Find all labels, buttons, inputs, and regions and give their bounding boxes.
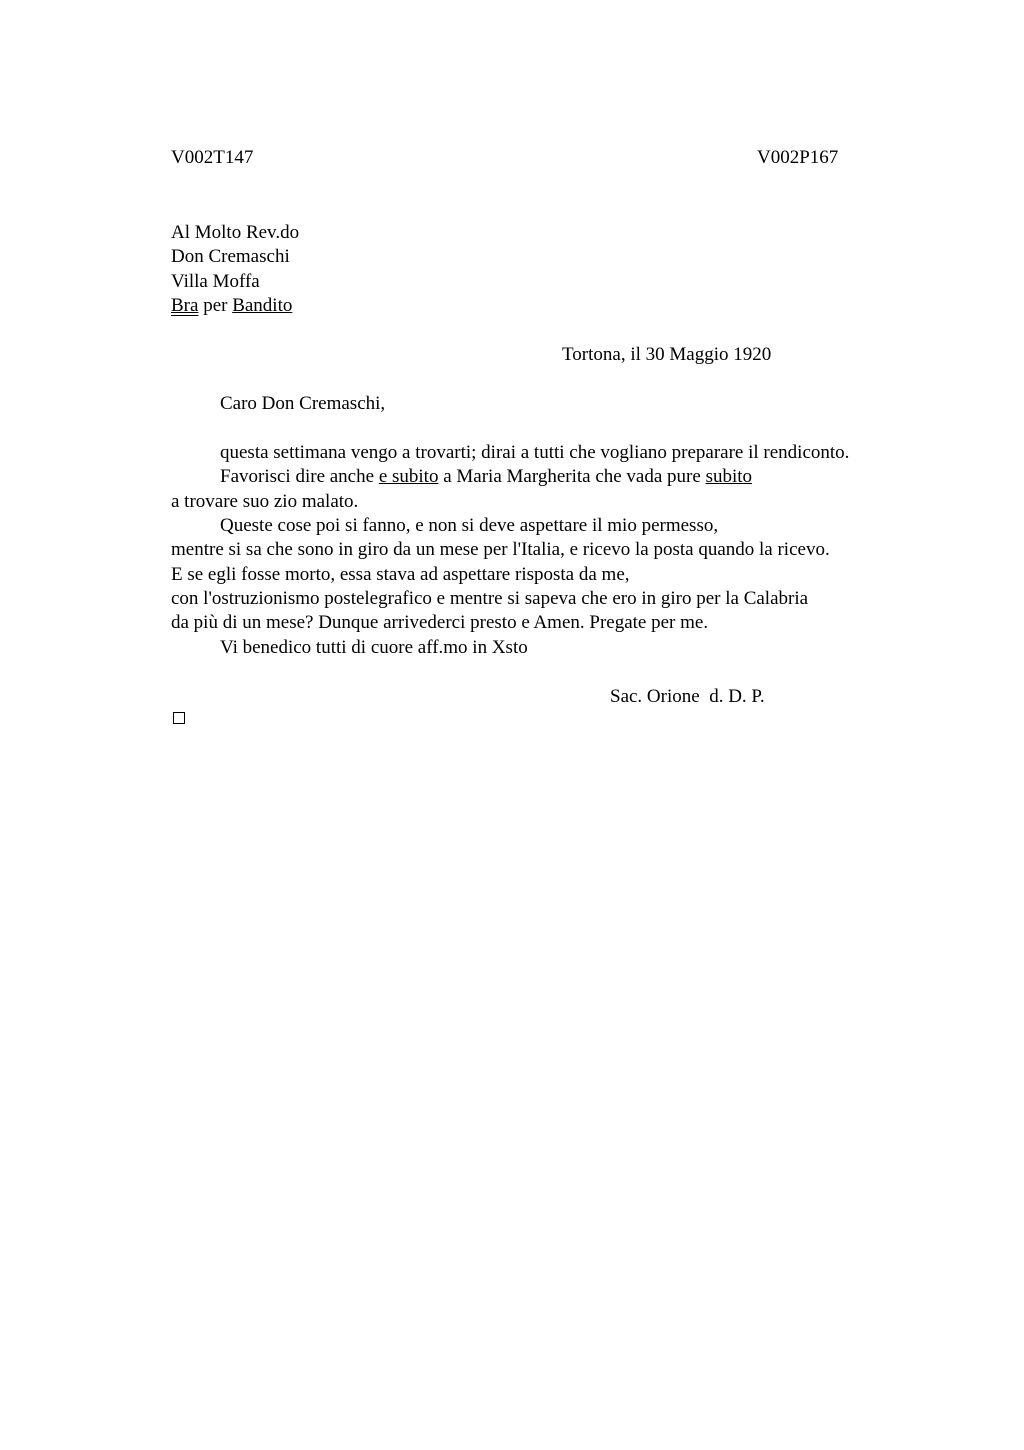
document-reference-right: V002P167 <box>757 147 839 168</box>
address-locality: Bandito <box>232 295 293 316</box>
salutation: Caro Don Cremaschi, <box>220 393 386 414</box>
address-line-3: Villa Moffa <box>171 271 260 292</box>
body-line-6: E se egli fosse morto, essa stava ad aspettare risposta da me, <box>171 564 630 585</box>
emphasis-e-subito: e subito <box>378 466 439 487</box>
body-line-1: questa settimana vengo a trovarti; dirai a tutti che vogliano preparare il rendiconto. <box>220 442 850 463</box>
body-line-2 <box>220 465 752 489</box>
body-line-9: Vi benedico tutti di cuore aff.mo in Xsto <box>220 637 528 658</box>
letter-date: Tortona, il 30 Maggio 1920 <box>562 344 772 365</box>
signature: Sac. Orione d. D. P. <box>610 686 765 707</box>
address-line-1: Al Molto Rev.do <box>171 222 300 243</box>
body-line-2-a: Favorisci dire anche <box>220 466 379 487</box>
body-line-4: Queste cose poi si fanno, e non si deve aspettare il mio permesso, <box>220 515 719 536</box>
emphasis-subito: subito <box>705 466 753 487</box>
address-line-4 <box>171 294 292 318</box>
end-marker-box-icon <box>173 712 185 724</box>
body-line-2-c: a Maria Margherita che vada pure <box>438 466 706 487</box>
address-connector: per <box>198 295 233 316</box>
body-line-8: da più di un mese? Dunque arrivederci presto e Amen. Pregate per me. <box>171 612 709 633</box>
address-line-2: Don Cremaschi <box>171 246 290 267</box>
address-city: Bra <box>171 295 199 316</box>
body-line-7: con l'ostruzionismo postelegrafico e mentre si sapeva che ero in giro per la Calabria <box>171 588 809 609</box>
body-line-3: a trovare suo zio malato. <box>171 491 359 512</box>
body-line-5: mentre si sa che sono in giro da un mese per l'Italia, e ricevo la posta quando la ricevo. <box>171 539 830 560</box>
document-reference-left: V002T147 <box>171 147 254 168</box>
